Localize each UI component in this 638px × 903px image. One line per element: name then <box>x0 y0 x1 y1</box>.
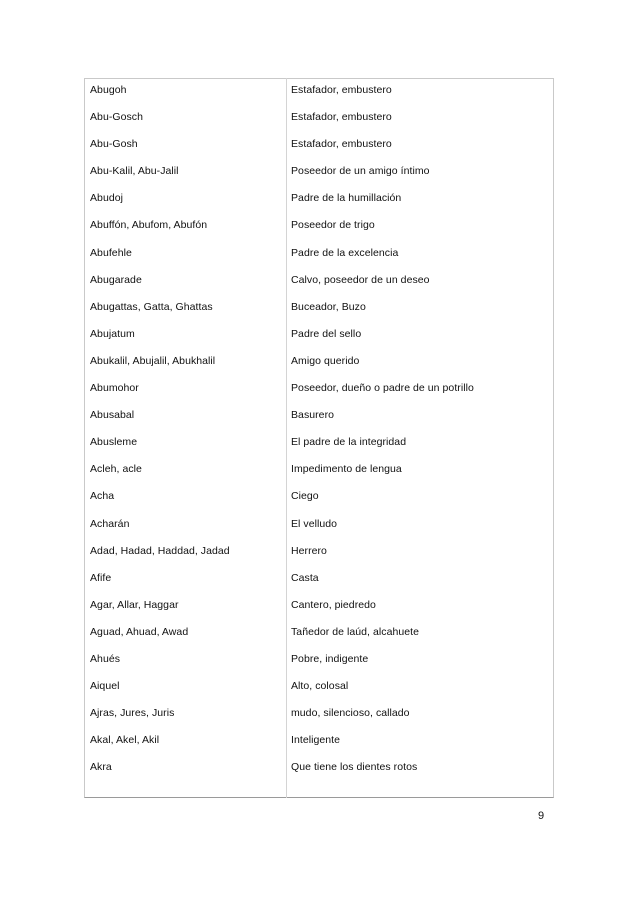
surname-cell: Aguad, Ahuad, Awad <box>90 625 189 638</box>
table-row <box>84 512 554 539</box>
table-row <box>84 159 554 186</box>
surname-cell: Aiquel <box>90 680 120 693</box>
table-row <box>84 457 554 484</box>
meaning-cell: Herrero <box>291 544 327 557</box>
meaning-cell: Pobre, indigente <box>291 652 369 665</box>
meaning-cell: Que tiene los dientes rotos <box>291 761 418 774</box>
surname-cell: Abu-Gosch <box>90 111 143 124</box>
meaning-cell: Amigo querido <box>291 354 360 367</box>
meaning-cell: Alto, colosal <box>291 680 349 693</box>
meaning-cell: Impedimento de lengua <box>291 463 402 476</box>
surname-cell: Akra <box>90 761 112 774</box>
meaning-cell: Buceador, Buzo <box>291 300 366 313</box>
table-row <box>84 728 554 755</box>
table-row <box>84 593 554 620</box>
surname-cell: Adad, Hadad, Haddad, Jadad <box>90 544 230 557</box>
table-row <box>84 620 554 647</box>
surname-cell: Ajras, Jures, Juris <box>90 707 175 720</box>
surname-cell: Abusabal <box>90 409 135 422</box>
surname-cell: Afife <box>90 571 112 584</box>
surname-cell: Acleh, acle <box>90 463 142 476</box>
surname-cell: Abu-Gosh <box>90 138 138 151</box>
meaning-cell: mudo, silencioso, callado <box>291 707 410 720</box>
table-row <box>84 376 554 403</box>
surname-cell: Ahués <box>90 652 121 665</box>
table-row <box>84 241 554 268</box>
surname-cell: Abumohor <box>90 382 139 395</box>
surname-cell: Abukalil, Abujalil, Abukhalil <box>90 354 216 367</box>
table-row <box>84 566 554 593</box>
table-body <box>84 78 554 782</box>
surname-cell: Abufehle <box>90 246 132 259</box>
page-number: 9 <box>538 810 545 822</box>
meaning-cell: Ciego <box>291 490 319 503</box>
table-row <box>84 213 554 240</box>
surname-cell: Abusleme <box>90 436 138 449</box>
table-row <box>84 403 554 430</box>
surname-cell: Abu-Kalil, Abu-Jalil <box>90 165 179 178</box>
surname-cell: Acharán <box>90 517 130 530</box>
meaning-cell: Poseedor de trigo <box>291 219 375 232</box>
table-row <box>84 539 554 566</box>
surname-cell: Abujatum <box>90 327 135 340</box>
surname-cell: Acha <box>90 490 115 503</box>
meaning-cell: Poseedor, dueño o padre de un potrillo <box>291 382 474 395</box>
table-row <box>84 430 554 457</box>
table-row <box>84 647 554 674</box>
surname-cell: Abugattas, Gatta, Ghattas <box>90 300 213 313</box>
meaning-cell: Inteligente <box>291 734 341 747</box>
table-row <box>84 268 554 295</box>
meaning-cell: Basurero <box>291 409 335 422</box>
table-row <box>84 674 554 701</box>
surname-cell: Abugarade <box>90 273 142 286</box>
meaning-cell: Tañedor de laúd, alcahuete <box>291 625 419 638</box>
meaning-cell: Estafador, embustero <box>291 111 392 124</box>
meaning-cell: Cantero, piedredo <box>291 598 376 611</box>
table-row <box>84 295 554 322</box>
meaning-cell: El velludo <box>291 517 338 530</box>
table-row <box>84 186 554 213</box>
meaning-cell: Poseedor de un amigo íntimo <box>291 165 430 178</box>
table-row <box>84 701 554 728</box>
table-row <box>84 349 554 376</box>
meaning-cell: Padre del sello <box>291 327 362 340</box>
meaning-cell: Estafador, embustero <box>291 138 392 151</box>
table-row <box>84 484 554 511</box>
surname-cell: Akal, Akel, Akil <box>90 734 160 747</box>
table-row <box>84 322 554 349</box>
surname-cell: Agar, Allar, Haggar <box>90 598 179 611</box>
surname-cell: Abugoh <box>90 84 127 96</box>
table-row <box>84 105 554 132</box>
meaning-cell: Estafador, embustero <box>291 84 392 96</box>
table-row <box>84 78 554 105</box>
meaning-cell: Casta <box>291 571 319 584</box>
meaning-cell: Padre de la excelencia <box>291 246 399 259</box>
meaning-cell: El padre de la integridad <box>291 436 407 449</box>
meaning-cell: Padre de la humillación <box>291 192 402 205</box>
surname-cell: Abudoj <box>90 192 123 205</box>
surname-cell: Abuffón, Abufom, Abufón <box>90 219 208 232</box>
table-row <box>84 755 554 782</box>
table-row <box>84 132 554 159</box>
meaning-cell: Calvo, poseedor de un deseo <box>291 273 430 286</box>
